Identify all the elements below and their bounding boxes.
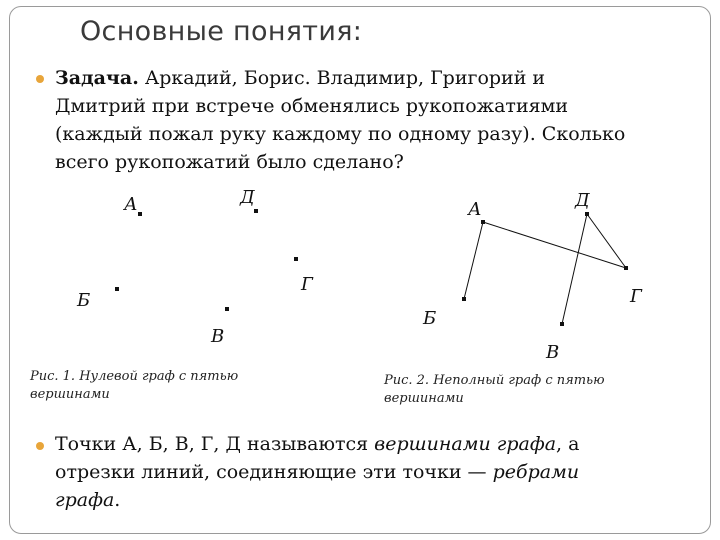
fig1-label-b: Б [77, 290, 91, 311]
definition-part-2: , а [556, 433, 580, 455]
task-label: Задача. [55, 67, 139, 89]
fig1-vertex-b [115, 287, 119, 291]
fig2-vertex-b [462, 297, 466, 301]
figure-1-null-graph [76, 187, 314, 347]
fig1-vertex-v [225, 307, 229, 311]
fig2-vertex-v [560, 322, 564, 326]
figure-2-caption-line-1: Рис. 2. Неполный граф с пятью [384, 373, 605, 388]
edge-a-b [464, 222, 483, 299]
task-line-4: всего рукопожатий было сделано? [55, 151, 404, 173]
term-vertices: вершинами графа [374, 433, 557, 455]
definition-line-2: отрезки линий, соединяющие эти точки — [55, 461, 493, 483]
figure-1-caption-line-1: Рис. 1. Нулевой граф с пятью [30, 369, 239, 384]
fig1-vertex-a [138, 212, 142, 216]
fig2-label-v: В [546, 342, 560, 363]
figure-2-caption [384, 372, 605, 408]
fig2-label-a: А [468, 199, 482, 220]
task-line-1: Аркадий, Борис. Владимир, Григорий и [138, 67, 546, 89]
bullet-icon [36, 442, 44, 450]
definition-end: . [114, 489, 121, 511]
fig1-label-d: Д [240, 187, 255, 208]
fig2-vertex-a [481, 220, 485, 224]
slide-title: Основные понятия: [80, 16, 363, 47]
figure-1-caption [30, 368, 238, 404]
term-edges: ребрами [492, 461, 580, 483]
fig2-vertex-g [624, 266, 628, 270]
fig1-vertex-g [294, 257, 298, 261]
edge-d-g [587, 214, 626, 268]
term-edges-continued: графа [55, 489, 115, 511]
figure-2-caption-line-2: вершинами [384, 391, 464, 406]
fig2-vertex-d [585, 212, 589, 216]
fig1-label-a: А [124, 194, 138, 215]
fig1-label-v: В [211, 326, 225, 347]
definition-part-1: Точки А, Б, В, Г, Д называются [55, 433, 375, 455]
definition-paragraph [55, 430, 579, 514]
fig1-label-g: Г [301, 274, 313, 295]
task-line-3: (каждый пожал руку каждому по одному разу). Сколько [55, 123, 626, 145]
fig2-label-d: Д [575, 190, 590, 211]
edge-a-g [483, 222, 626, 268]
task-line-2: Дмитрий при встрече обменялись рукопожатиями [55, 95, 569, 117]
figure-1-caption-line-2: вершинами [30, 387, 110, 402]
fig2-label-b: Б [423, 308, 437, 329]
figure-2-incomplete-graph [422, 190, 643, 363]
fig1-vertex-d [254, 209, 258, 213]
fig2-label-g: Г [630, 286, 642, 307]
edge-d-v [562, 214, 587, 324]
